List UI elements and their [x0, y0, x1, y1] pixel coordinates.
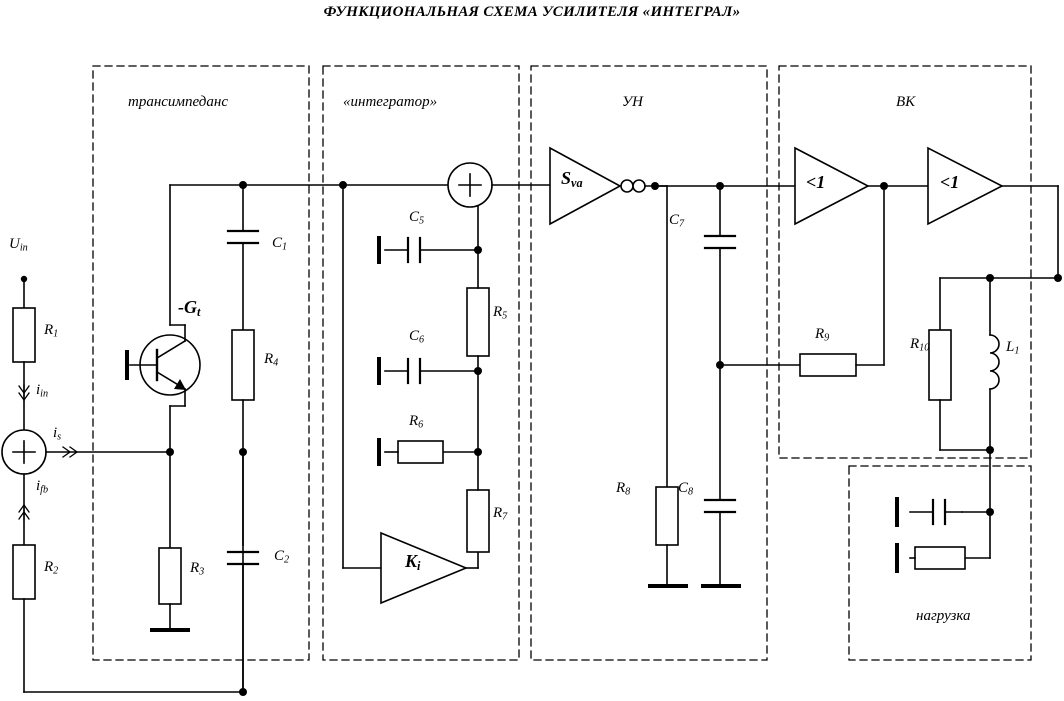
amplifier-ki [381, 533, 466, 603]
resistor-r5 [467, 288, 489, 356]
label-is: $i_s$ [53, 425, 62, 443]
label-r1: $R_1$ [44, 322, 59, 340]
node-c6 [474, 367, 482, 375]
resistor-r7 [467, 490, 489, 552]
label-r10: $R_{10}$ [910, 336, 930, 354]
label-c7: $C_7$ [669, 212, 685, 230]
block-label-voltage-amplifier: УН [622, 94, 643, 110]
block-label-transimpedance: трансимпеданс [128, 94, 228, 110]
label-gt: $-G_t$ [178, 297, 201, 320]
label-r7: $R_7$ [493, 505, 508, 523]
arrow-iin [19, 385, 29, 400]
label-c2: $C_2$ [274, 548, 290, 566]
label-r3: $R_3$ [190, 560, 205, 578]
block-outline-output-stage [779, 66, 1031, 458]
block-outline-voltage-amplifier [531, 66, 767, 660]
label-r6: $R_6$ [409, 413, 424, 431]
node-emitter-is [166, 448, 174, 456]
resistor-r10 [929, 330, 951, 400]
label-sva: $S_{va}$ [561, 168, 583, 191]
output-terminal-2 [633, 180, 645, 192]
inductor-l1 [990, 335, 999, 389]
label-buffer1: <1 [806, 172, 826, 192]
resistor-r1 [13, 308, 35, 362]
block-label-output-stage: ВК [896, 94, 916, 110]
label-r8: $R_8$ [616, 480, 631, 498]
resistor-r9 [800, 354, 856, 376]
node-out-right [1054, 274, 1062, 282]
label-r2: $R_2$ [44, 559, 59, 577]
label-r4: $R_4$ [264, 351, 279, 369]
label-iin: $i_{in}$ [36, 382, 49, 400]
label-r9: $R_9$ [815, 326, 830, 344]
label-c6: $C_6$ [409, 328, 425, 346]
label-c8: $C_8$ [678, 480, 694, 498]
label-l1: $L_1$ [1006, 339, 1020, 357]
resistor-r6 [398, 441, 443, 463]
label-buffer2: <1 [940, 172, 960, 192]
label-uin: $U_{in}$ [9, 236, 28, 254]
label-ifb: $i_{fb}$ [36, 478, 49, 496]
node-r4-is [239, 448, 247, 456]
label-c5: $C_5$ [409, 209, 425, 227]
page-title: ФУНКЦИОНАЛЬНАЯ СХЕМА УСИЛИТЕЛЯ «ИНТЕГРАЛ» [323, 4, 741, 20]
output-terminal-1 [621, 180, 633, 192]
resistor-r2 [13, 545, 35, 599]
label-ki: $K_i$ [405, 551, 421, 574]
resistor-load [915, 547, 965, 569]
label-c1: $C_1$ [272, 235, 288, 253]
block-label-load: нагрузка [916, 608, 971, 624]
resistor-r4 [232, 330, 254, 400]
block-label-integrator: «интегратор» [343, 94, 438, 110]
label-r5: $R_5$ [493, 304, 508, 322]
resistor-r8 [656, 487, 678, 545]
resistor-r3 [159, 548, 181, 604]
